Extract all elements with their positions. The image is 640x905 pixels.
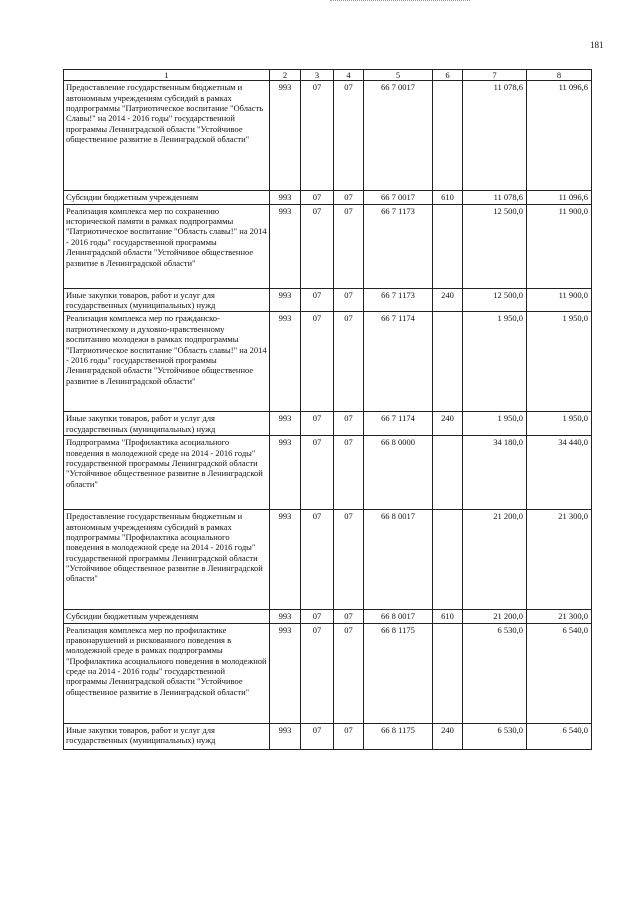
row-section: 07	[301, 191, 334, 204]
row-expense-type	[433, 312, 463, 412]
row-amount-2015: 21 200,0	[463, 610, 527, 623]
row-amount-2016: 11 096,6	[527, 81, 592, 191]
row-amount-2016: 11 900,0	[527, 288, 592, 312]
header-cell: 2	[270, 70, 301, 81]
row-code-admin: 993	[270, 436, 301, 510]
table-row	[64, 81, 592, 191]
row-expense-type: 240	[433, 412, 463, 436]
header-cell: 5	[364, 70, 433, 81]
row-target-article: 66 8 1175	[364, 623, 433, 723]
row-expense-type: 240	[433, 723, 463, 749]
header-cell: 8	[527, 70, 592, 81]
row-subsection: 07	[334, 623, 364, 723]
row-section: 07	[301, 510, 334, 610]
header-cell: 4	[334, 70, 364, 81]
row-code-admin: 993	[270, 623, 301, 723]
row-code-admin: 993	[270, 288, 301, 312]
row-name: Реализация комплекса мер по гражданско-патриотическому и духовно-нравственному воспитанию молодежи в рамках подпрограммы "Патриотическое воспитание "Область славы!" на 2014 - 2016 годы" государственной программы Ленинградской области "Устойчивое общественное развитие в Ленинградской области"	[64, 312, 270, 412]
row-name: Иные закупки товаров, работ и услуг для государственных (муниципальных) нужд	[64, 723, 270, 749]
row-name: Предоставление государственным бюджетным и автономным учреждениям субсидий в рамках подпрограммы "Патриотическое воспитание "Область Славы!" на 2014 - 2016 годы" государственной программы Ленинградской области "Устойчивое общественное развитие в Ленинградской области"	[64, 81, 270, 191]
row-name: Реализация комплекса мер по сохранению исторической памяти в рамках подпрограммы "Патриотическое воспитание "Область славы!" на 2014 - 2016 годы" государственной программы Ленинградской области "Устойчивое общественное развитие в Ленинградской области"	[64, 204, 270, 288]
row-name: Субсидии бюджетным учреждениям	[64, 191, 270, 204]
row-subsection: 07	[334, 204, 364, 288]
row-code-admin: 993	[270, 81, 301, 191]
table-row	[64, 412, 592, 436]
row-amount-2015: 21 200,0	[463, 510, 527, 610]
row-subsection: 07	[334, 436, 364, 510]
row-amount-2016: 6 540,0	[527, 623, 592, 723]
row-subsection: 07	[334, 610, 364, 623]
row-target-article: 66 7 1174	[364, 412, 433, 436]
row-amount-2016: 1 950,0	[527, 312, 592, 412]
row-subsection: 07	[334, 81, 364, 191]
row-amount-2016: 11 096,6	[527, 191, 592, 204]
row-code-admin: 993	[270, 723, 301, 749]
header-cell: 7	[463, 70, 527, 81]
row-section: 07	[301, 288, 334, 312]
row-section: 07	[301, 623, 334, 723]
row-code-admin: 993	[270, 312, 301, 412]
row-expense-type	[433, 623, 463, 723]
table-row	[64, 312, 592, 412]
row-amount-2015: 6 530,0	[463, 623, 527, 723]
table-row	[64, 623, 592, 723]
row-amount-2016: 21 300,0	[527, 510, 592, 610]
row-amount-2015: 1 950,0	[463, 412, 527, 436]
table-row	[64, 436, 592, 510]
row-code-admin: 993	[270, 191, 301, 204]
row-target-article: 66 7 0017	[364, 191, 433, 204]
table-row	[64, 204, 592, 288]
row-name: Иные закупки товаров, работ и услуг для государственных (муниципальных) нужд	[64, 288, 270, 312]
row-expense-type	[433, 81, 463, 191]
row-target-article: 66 8 1175	[364, 723, 433, 749]
page-number: 181	[590, 40, 604, 50]
row-code-admin: 993	[270, 510, 301, 610]
row-target-article: 66 7 1173	[364, 288, 433, 312]
row-target-article: 66 8 0000	[364, 436, 433, 510]
row-name: Субсидии бюджетным учреждениям	[64, 610, 270, 623]
row-amount-2016: 6 540,0	[527, 723, 592, 749]
row-target-article: 66 7 1173	[364, 204, 433, 288]
row-expense-type: 610	[433, 191, 463, 204]
row-amount-2016: 11 900,0	[527, 204, 592, 288]
table-row	[64, 610, 592, 623]
header-cell: 1	[64, 70, 270, 81]
row-expense-type	[433, 436, 463, 510]
row-subsection: 07	[334, 723, 364, 749]
row-amount-2015: 1 950,0	[463, 312, 527, 412]
row-amount-2015: 12 500,0	[463, 204, 527, 288]
row-target-article: 66 7 0017	[364, 81, 433, 191]
table-row	[64, 723, 592, 749]
row-name: Реализация комплекса мер по профилактике правонарушений и рискованного поведения в молодежной среде в рамках подпрограммы "Профилактика асоциального поведения в молодежной среде на 2014 - 2016 годы" государственной программы Ленинградской области "Устойчивое общественное развитие в Ленинградской области"	[64, 623, 270, 723]
row-amount-2016: 1 950,0	[527, 412, 592, 436]
row-expense-type	[433, 204, 463, 288]
row-expense-type: 240	[433, 288, 463, 312]
row-subsection: 07	[334, 191, 364, 204]
row-code-admin: 993	[270, 204, 301, 288]
row-amount-2015: 12 500,0	[463, 288, 527, 312]
row-name: Иные закупки товаров, работ и услуг для государственных (муниципальных) нужд	[64, 412, 270, 436]
table-row	[64, 288, 592, 312]
row-amount-2016: 21 300,0	[527, 610, 592, 623]
scan-artifact	[330, 0, 470, 6]
row-expense-type: 610	[433, 610, 463, 623]
row-target-article: 66 8 0017	[364, 510, 433, 610]
row-amount-2015: 34 180,0	[463, 436, 527, 510]
row-target-article: 66 8 0017	[364, 610, 433, 623]
row-section: 07	[301, 412, 334, 436]
row-target-article: 66 7 1174	[364, 312, 433, 412]
row-amount-2015: 11 078,6	[463, 191, 527, 204]
row-section: 07	[301, 81, 334, 191]
row-section: 07	[301, 723, 334, 749]
row-subsection: 07	[334, 510, 364, 610]
row-subsection: 07	[334, 412, 364, 436]
row-section: 07	[301, 436, 334, 510]
row-section: 07	[301, 610, 334, 623]
row-section: 07	[301, 312, 334, 412]
row-code-admin: 993	[270, 610, 301, 623]
header-row	[64, 70, 592, 81]
header-cell: 3	[301, 70, 334, 81]
row-name: Подпрограмма "Профилактика асоциального поведения в молодежной среде на 2014 - 2016 годы" государственной программы Ленинградской области "Устойчивое общественное развитие в Ленинградской области"	[64, 436, 270, 510]
row-section: 07	[301, 204, 334, 288]
table-row	[64, 191, 592, 204]
row-subsection: 07	[334, 288, 364, 312]
row-expense-type	[433, 510, 463, 610]
budget-table	[63, 69, 592, 750]
row-amount-2015: 6 530,0	[463, 723, 527, 749]
row-amount-2016: 34 440,0	[527, 436, 592, 510]
row-code-admin: 993	[270, 412, 301, 436]
row-name: Предоставление государственным бюджетным и автономным учреждениям субсидий в рамках подпрограммы "Профилактика асоциального поведения в молодежной среде на 2014 - 2016 годы" государственной программы Ленинградской области "Устойчивое общественное развитие в Ленинградской области"	[64, 510, 270, 610]
table-row	[64, 510, 592, 610]
row-subsection: 07	[334, 312, 364, 412]
row-amount-2015: 11 078,6	[463, 81, 527, 191]
header-cell: 6	[433, 70, 463, 81]
